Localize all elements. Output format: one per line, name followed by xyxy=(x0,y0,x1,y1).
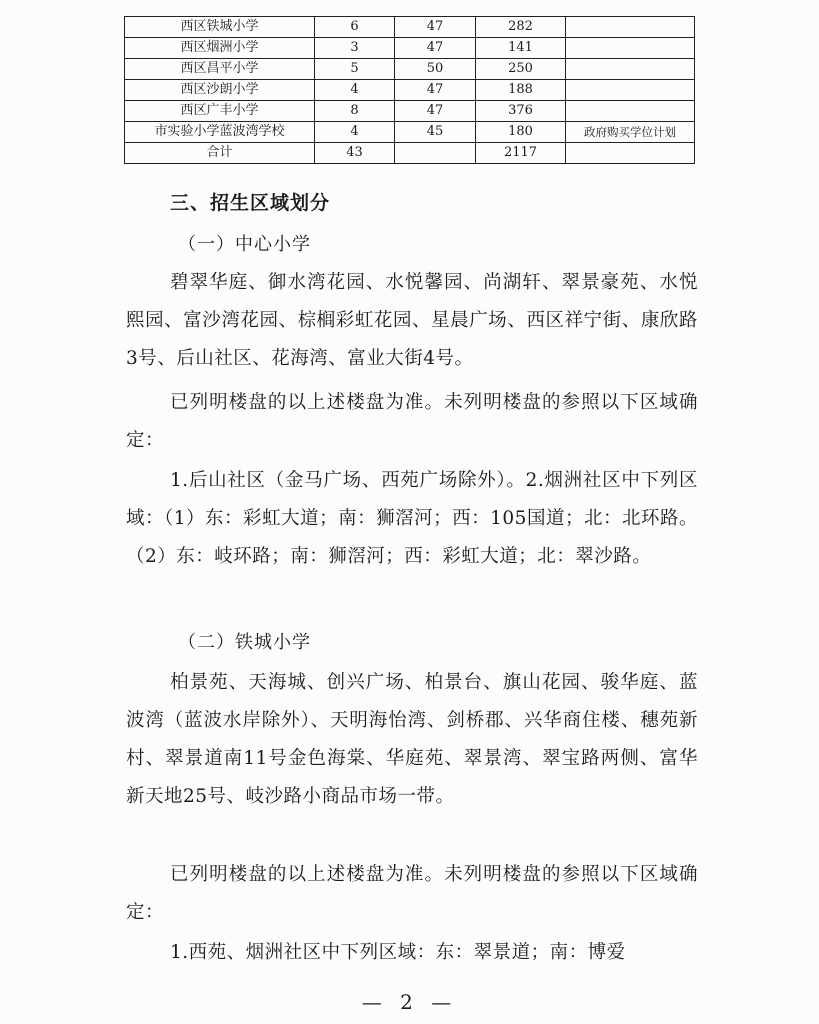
subsection-title-1: （一）中心小学 xyxy=(178,234,311,255)
class-size-cell: 47 xyxy=(395,38,476,59)
subsection-title-2: （二）铁城小学 xyxy=(178,632,311,653)
total-cell: 250 xyxy=(476,59,566,80)
note-cell xyxy=(566,17,695,38)
total-cell: 180 xyxy=(476,122,566,143)
table-row xyxy=(125,80,695,101)
note-cell xyxy=(566,80,695,101)
total-cell: 376 xyxy=(476,101,566,122)
school-cell: 西区广丰小学 xyxy=(125,101,315,122)
school-cell: 西区烟洲小学 xyxy=(125,38,315,59)
class-size-cell: 47 xyxy=(395,80,476,101)
classes-cell: 4 xyxy=(315,80,395,101)
classes-cell: 4 xyxy=(315,122,395,143)
total-cell: 2117 xyxy=(476,143,566,164)
paragraph: 1.后山社区（金马广场、西苑广场除外）。2.烟洲社区中下列区域：（1）东：彩虹大道；南：狮滘河；西：105国道；北：北环路。（2）东：岐环路；南：狮滘河；西：彩虹大道；北：翠沙路。 xyxy=(126,470,698,567)
classes-cell: 5 xyxy=(315,59,395,80)
class-size-cell xyxy=(395,143,476,164)
paragraph: 已列明楼盘的以上述楼盘为准。未列明楼盘的参照以下区域确定： xyxy=(126,392,698,451)
school-cell: 合计 xyxy=(125,143,315,164)
page-number: — 2 — xyxy=(361,990,458,1014)
classes-cell: 3 xyxy=(315,38,395,59)
note-cell xyxy=(566,59,695,80)
classes-cell: 6 xyxy=(315,17,395,38)
paragraph: 已列明楼盘的以上述楼盘为准。未列明楼盘的参照以下区域确定： xyxy=(126,864,698,923)
paragraph: 柏景苑、天海城、创兴广场、柏景台、旗山花园、骏华庭、蓝波湾（蓝波水岸除外）、天明海怡湾、剑桥郡、兴华商住楼、穗苑新村、翠景道南11号金色海棠、华庭苑、翠景湾、翠宝路两侧、富华新天地25号、岐沙路小商品市场一带。 xyxy=(126,672,698,807)
total-cell: 282 xyxy=(476,17,566,38)
total-cell: 141 xyxy=(476,38,566,59)
school-cell: 西区昌平小学 xyxy=(125,59,315,80)
note-cell xyxy=(566,143,695,164)
class-size-cell: 45 xyxy=(395,122,476,143)
table-row xyxy=(125,38,695,59)
table-row xyxy=(125,59,695,80)
classes-cell: 8 xyxy=(315,101,395,122)
table-row xyxy=(125,101,695,122)
total-cell: 188 xyxy=(476,80,566,101)
school-cell: 西区铁城小学 xyxy=(125,17,315,38)
school-cell: 市实验小学蓝波湾学校 xyxy=(125,122,315,143)
paragraph: 碧翠华庭、御水湾花园、水悦馨园、尚湖轩、翠景豪苑、水悦熙园、富沙湾花园、棕榈彩虹花园、星晨广场、西区祥宁街、康欣路3号、后山社区、花海湾、富业大街4号。 xyxy=(126,272,698,369)
note-cell xyxy=(566,101,695,122)
class-size-cell: 47 xyxy=(395,17,476,38)
table-row xyxy=(125,17,695,38)
paragraph: 1.西苑、烟洲社区中下列区域：东：翠景道；南：博爱 xyxy=(170,942,626,963)
section-heading: 三、招生区域划分 xyxy=(170,192,331,214)
enrollment-table xyxy=(124,16,695,164)
class-size-cell: 50 xyxy=(395,59,476,80)
school-cell: 西区沙朗小学 xyxy=(125,80,315,101)
class-size-cell: 47 xyxy=(395,101,476,122)
note-cell xyxy=(566,38,695,59)
table-total-row xyxy=(125,143,695,164)
note-cell: 政府购买学位计划 xyxy=(566,122,695,143)
classes-cell: 43 xyxy=(315,143,395,164)
table-row xyxy=(125,122,695,143)
